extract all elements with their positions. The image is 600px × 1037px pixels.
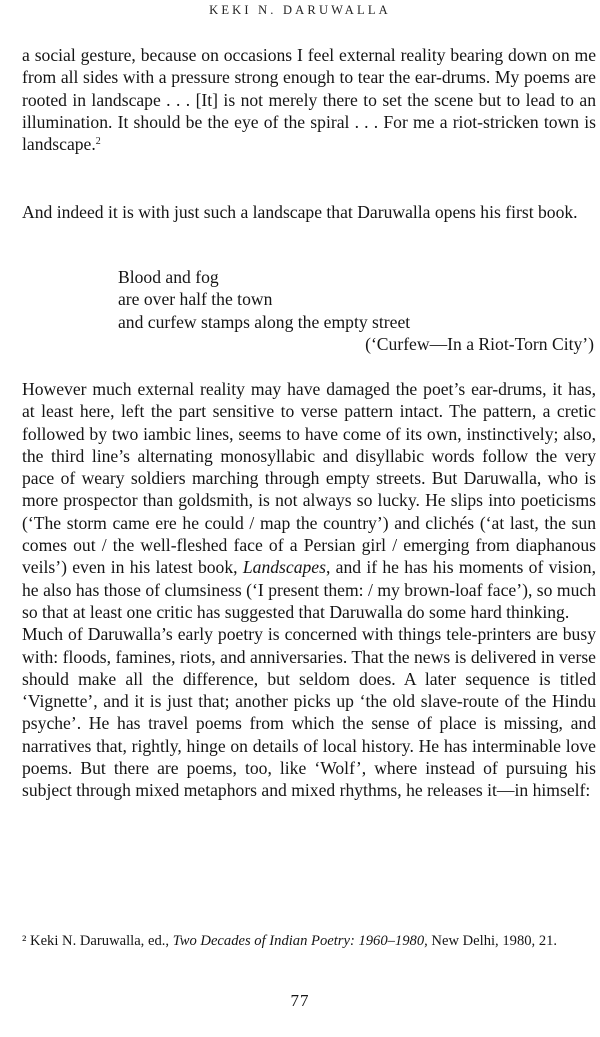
- verse-line-1: Blood and fog: [118, 267, 219, 287]
- verse-line-2: are over half the town: [118, 289, 273, 310]
- analysis-text-end: , and if he has his moments of vision, he also has those of clumsiness (‘I present them: / my brown-loaf face’), so much so that at least one critic has suggested that Daruwalla do some hard thinking.: [22, 557, 597, 622]
- footnote-text-start: Keki N. Daruwalla, ed.,: [26, 933, 173, 949]
- main-paragraphs: [22, 378, 596, 802]
- footnote-mark: ²: [22, 933, 27, 949]
- analysis-paragraph: [22, 378, 596, 623]
- footnote-text-end: , New Delhi, 1980, 21.: [424, 933, 558, 949]
- book-title-landscapes: Landscapes: [242, 557, 326, 578]
- footnote-reference: 2: [95, 136, 101, 148]
- footnote-book-title: Two Decades of Indian Poetry: 1960–1980: [172, 933, 425, 949]
- block-quote-text: a social gesture, because on occasions I feel external reality bearing down on me from all sides with a pressure strong enough to tear the ear-drums. My poems are rooted in landscape . . . [It] is not merely there to set the scene but to lead to an illumination. It should be the eye of the spiral . . . For me a riot-stricken town is landscape.: [22, 45, 596, 155]
- verse-line-3: and curfew stamps along the empty street: [118, 311, 411, 332]
- early-poetry-paragraph: Much of Daruwalla’s early poetry is concerned with things tele-printers are busy with: floods, famines, riots, and anniversaries. That the news is delivered in verse should make all the difference, but seldom does. A later sequence is titled ‘Vignette’, and it is just that; another picks up ‘the old slave-route of the Hindu psyche’. He has travel poems from which the sense of place is missing, and narratives that, rightly, hinge on details of local history. He has interminable love poems. But there are poems, too, like ‘Wolf’, where instead of pursuing his subject through mixed metaphors and mixed rhythms, he releases it—in himself:: [22, 624, 596, 801]
- footnote: [22, 931, 596, 952]
- verse-source: (‘Curfew—In a Riot-Torn City’): [365, 333, 594, 354]
- block-quote: [22, 44, 596, 155]
- page-number: 77: [290, 991, 310, 1010]
- intro-paragraph: And indeed it is with just such a landscape that Daruwalla opens his first book.: [22, 202, 578, 222]
- verse-quotation: [118, 266, 596, 355]
- analysis-text-start: However much external reality may have damaged the poet’s ear-drums, it has, at least here, left the part sensitive to verse pattern intact. The pattern, a cretic followed by two iambic lines, seems to have come of its own, instinctively; also, the third line’s alternating monosyllabic and disyllabic words follow the very pace of weary soldiers marching through empty streets. But Daruwalla, who is more prospector than goldsmith, is not always so lucky. He slips into poeticisms (‘The storm came ere he could / map the country’) and clichés (‘at last, the sun comes out / the well-fleshed face of a Persian girl / emerging from diaphanous veils’) even in his latest book,: [22, 379, 596, 578]
- running-head: KEKI N. DARUWALLA: [209, 3, 391, 17]
